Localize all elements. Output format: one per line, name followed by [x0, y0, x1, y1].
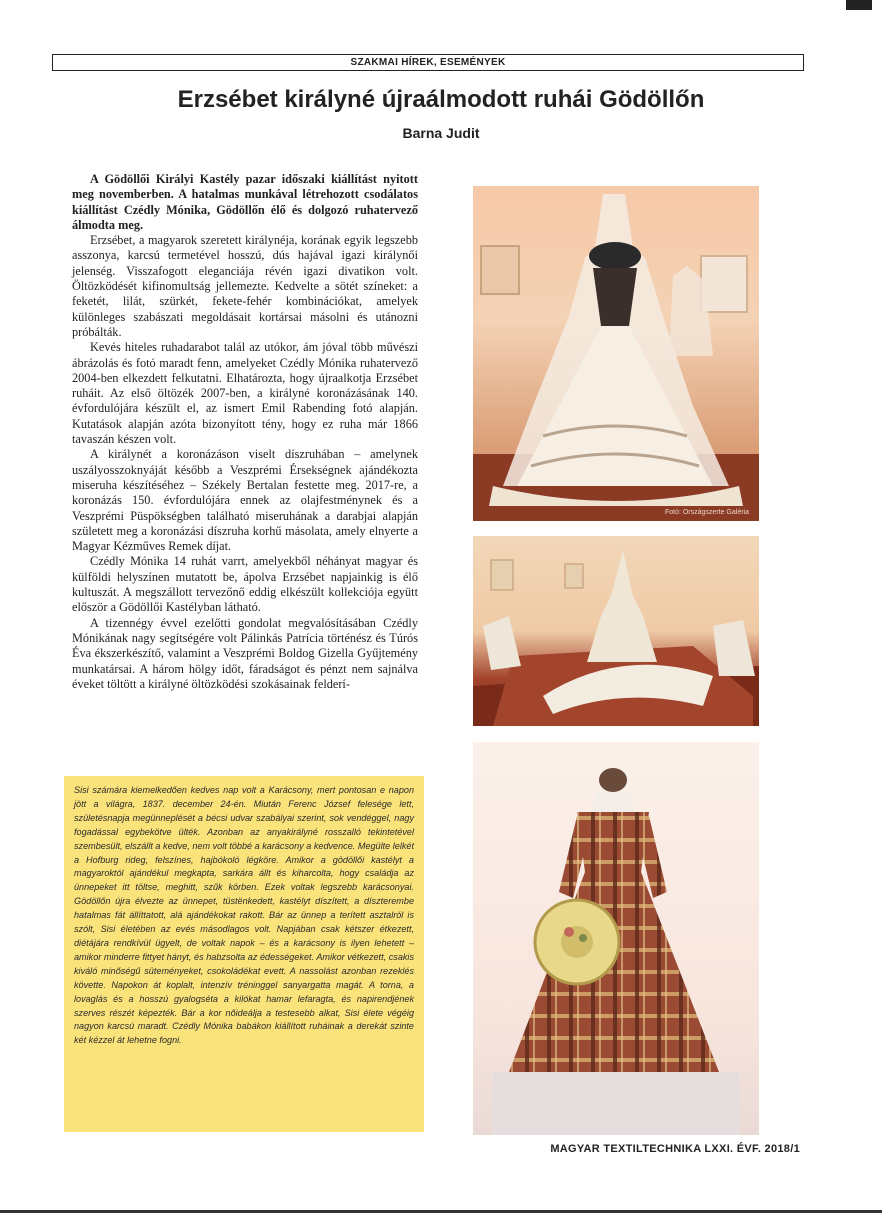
- photo-plaid-dress: [473, 742, 759, 1135]
- article-paragraph-3: A királynét a koronázáson viselt díszruhában – amelynek uszályosszoknyáját később a Veszprémi Érsekségnek ajándékozta miseruha készítéséhez – Székely Bertalan festette meg. 2017-re, a koronázás 150. évfordulójára ennek az olajfestménynek és a Veszprémi Püspökségben található miseruhának a darabjai alapján született meg a koronázási díszruha korhű másolata, amely elnyerte a Magyar Kézműves Remek díjat.: [72, 447, 418, 554]
- sidebar-box: [64, 776, 424, 1132]
- photo-train-gown: [473, 536, 759, 726]
- photo-credit: Fotó: Országszerte Galéria: [664, 509, 749, 516]
- article-paragraph-2: Kevés hiteles ruhadarabot talál az utókor, ám jóval több művészi ábrázolás és fotó maradt fenn, amelyeket Czédly Mónika ruhatervező 2004-ben elkezdett felkutatni. Elhatározta, hogy újraalkotja Erzsébet ruháit. Az első öltözék 2007-ben, a királyné koronázásának 140. évfordulójára készült el, az ismert Emil Rabending fotó alapján. Kutatások alapján azóta bizonyított tény, hogy ez ruha már 1866 tavaszán készen volt.: [72, 340, 418, 447]
- white-gown-illustration: [473, 186, 759, 521]
- plaid-dress-illustration: [473, 742, 759, 1135]
- article-author: Barna Judit: [402, 125, 480, 141]
- sidebar-text: Sisi számára kiemelkedően kedves nap volt a Karácsony, mert pontosan e napon jött a világra, 1837. december 24-én. Miután Ferenc József felesége lett, születésnapja megünneplését a bécsi udvar szabályai szerint, sok vendéggel, nagy fogadással egybekötve ülték. Azonban az anyakirályné rosszalló tekintetével szembesült, elszállt a kedve, nem volt többé a karácsony a kedvence. Megülte lelkét a Hofburg rideg, felszínes, hajbókoló légköre. Amikor a gödöllői kastélyt a magyaroktól ajándékul megkapta, sarkára állt és kiharcolta, hogy családja az ünnepeket itt töltse, meghitt, szűk körben. Ezek voltak legszebb karácsonyai. Gödöllőn újra élvezte az ünnepet, tüstënkedett, kastélyt díszített, a díszterembe hatalmas fát állíttatott, alá ajándékokat rakott. Bár az ünnep a terített asztalról is szólt, Sisi életében az evés másodlagos volt. Napjában csak kétszer étkezett, diétájára rendkívül ügyelt, de voltak napok – és a karácsony is ilyen lehetett – amikor minderre fittyet hányt, és habzsolta az édességeket. Amikor vétkezett, csakis kiváló minőségű süteményeket, csokoládékat evett. A nassolást azonban rezeklés követte. Napokon át koplalt, intenzív tréninggel sanyargatta magát. A torna, a lovaglás és a hosszú gyalogséta a kilókat hamar lefaragta, és napirendjének szerves részét képezték. Bár a kor nőideálja a testesebb alkat, Sisi élete végéig nagyon karcsú maradt. Czédly Mónika babákon kiállított ruháinak a derekát szinte két kézzel át lehetne fogni.: [74, 785, 414, 1046]
- photo-white-gown: [473, 186, 759, 521]
- article-paragraph-5: A tizennégy évvel ezelőtti gondolat megvalósításában Czédly Mónikának nagy segítségére volt Pálinkás Patrícia történész és Túrós Éva ékszerkészítő, valamint a Veszprémi Boldog Gizella Gyűjtemény munkatársai. A három hölgy időt, fáradságot és pénzt nem sajnálva éveket töltött a királyné öltözködési szokásainak felderí-: [72, 615, 418, 691]
- article-paragraph-1: Erzsébet, a magyarok szeretett királynéja, korának egyik legszebb asszonya, karcsú termetével hosszú, dús hajával igazi királynői jelenség. Visszafogott eleganciája révén igazi divatikon volt. Öltözködését kifinomultság jellemezte. Kedvelte a sötét színeket: a feketét, lilát, szürkét, fekete-fehér kombinációkat, amelyek különleges szabászati megoldásait kortársai másolni és utánozni próbálták.: [72, 233, 418, 339]
- train-gown-illustration: [473, 536, 759, 726]
- section-header: SZAKMAI HÍREK, ESEMÉNYEK: [52, 54, 804, 71]
- article-lead: A Gödöllői Királyi Kastély pazar időszaki kiállítást nyitott meg novemberben. A hatalmas munkával létrehozott csodálatos kiállítást Czédly Mónika, Gödöllőn élő és dolgozó ruhatervező álmodta meg.: [72, 172, 418, 232]
- article-body: [72, 172, 418, 692]
- article-title: Erzsébet királyné újraálmodott ruhái Gödöllőn: [177, 86, 705, 113]
- article-paragraph-4: Czédly Mónika 14 ruhát varrt, amelyekből néhányat magyar és külföldi helyszínen mutatott be, ápolva Erzsébet napjainkig is élő kultuszát. A megszállott tervezőnő eddig elkészült kollekciója együtt először a Gödöllői Kastélyban látható.: [72, 554, 418, 615]
- corner-mark: [846, 0, 872, 10]
- page-footer: MAGYAR TEXTILTECHNIKA LXXI. ÉVF. 2018/1: [550, 1143, 800, 1155]
